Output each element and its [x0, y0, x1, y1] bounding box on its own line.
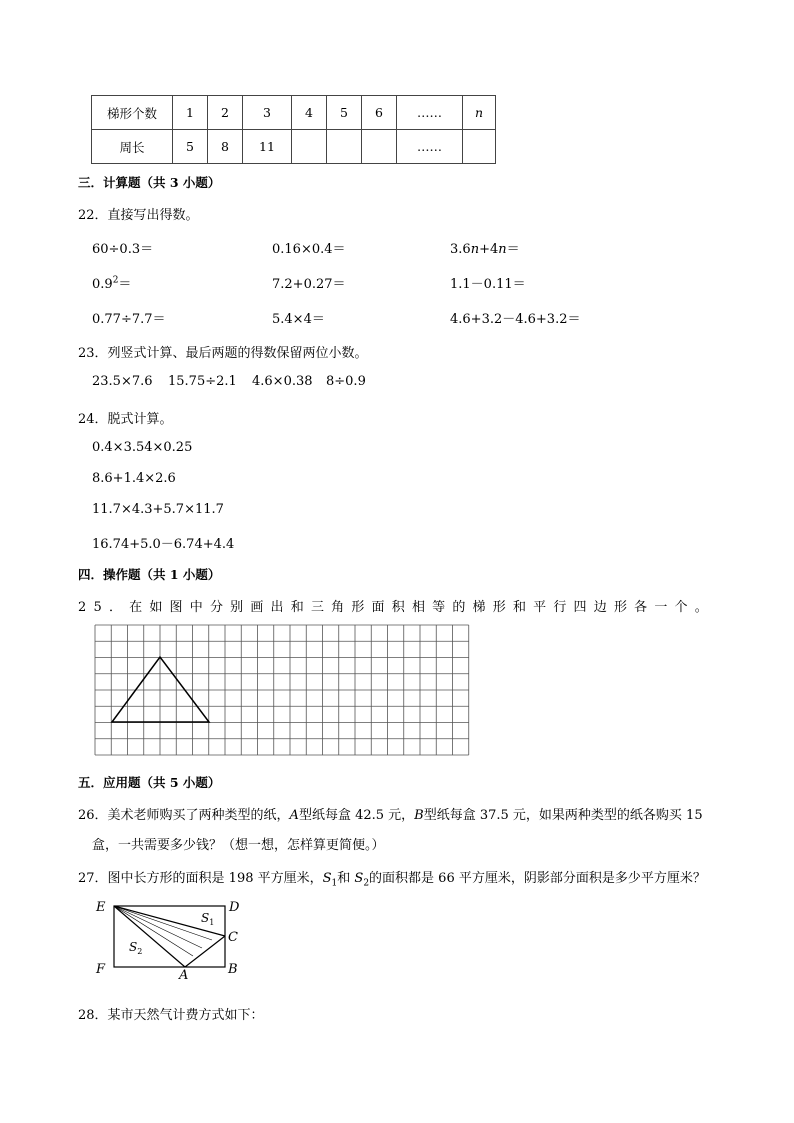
expression: 16.74+5.0－6.74+4.4	[92, 537, 235, 552]
question-line: 26．美术老师购买了两种类型的纸，A型纸每盒 42.5 元，B型纸每盒 37.5 元，如果两种类型的纸各购买 15	[78, 808, 703, 823]
label-f: F	[96, 962, 106, 977]
table-cell: 2	[208, 96, 243, 130]
expression: 7.2+0.27＝	[272, 277, 346, 292]
table-cell: 4	[292, 96, 327, 130]
table-cell	[463, 130, 496, 164]
table-cell	[362, 130, 397, 164]
question-prompt: 23．列竖式计算、最后两题的得数保留两位小数。	[78, 346, 368, 361]
table-cell: 5	[327, 96, 362, 130]
table-cell: 梯形个数	[92, 96, 173, 130]
expression: 4.6+3.2－4.6+3.2＝	[450, 312, 581, 327]
table-row	[92, 130, 496, 164]
expression: 8.6+1.4×2.6	[92, 471, 176, 486]
label-b: B	[228, 962, 238, 977]
table-cell	[327, 130, 362, 164]
label-d: D	[229, 900, 240, 915]
expression: 3.6n+4n＝	[450, 242, 520, 257]
section-heading: 三．计算题（共 3 小题）	[78, 175, 221, 190]
table-cell: 3	[243, 96, 292, 130]
table-cell: 6	[362, 96, 397, 130]
label-s1: $S_1$	[201, 911, 215, 927]
table-cell: 5	[173, 130, 208, 164]
question-prompt: 28．某市天然气计费方式如下：	[78, 1008, 264, 1023]
question-prompt: 22．直接写出得数。	[78, 208, 199, 223]
expression: 0.16×0.4＝	[272, 242, 346, 257]
expression: 8÷0.9	[326, 374, 366, 389]
label-c: C	[228, 930, 238, 945]
rectangle-figure	[92, 896, 252, 982]
triangle-shape	[112, 657, 209, 722]
expression: 1.1－0.11＝	[450, 277, 526, 292]
expression: 23.5×7.6	[92, 374, 153, 389]
label-e: E	[96, 900, 106, 915]
question-prompt: 24．脱式计算。	[78, 412, 173, 427]
expression: 4.6×0.38	[252, 374, 313, 389]
section-heading: 四．操作题（共 1 小题）	[78, 567, 221, 582]
table-cell: 8	[208, 130, 243, 164]
label-s2: $S_2$	[129, 940, 143, 956]
sequence-table	[91, 95, 496, 164]
table-cell: 11	[243, 130, 292, 164]
expression: 0.4×3.54×0.25	[92, 440, 193, 455]
table-cell: ……	[397, 96, 463, 130]
section-heading: 五．应用题（共 5 小题）	[78, 775, 221, 790]
question-prompt: 25．在如图中分别画出和三角形面积相等的梯形和平行四边形各一个。	[78, 600, 715, 615]
grid-figure	[94, 624, 476, 758]
label-a: A	[179, 968, 189, 982]
table-row	[92, 96, 496, 130]
expression: 60÷0.3＝	[92, 242, 154, 257]
expression: $0.9^2=$	[92, 275, 132, 292]
expression: 11.7×4.3+5.7×11.7	[92, 502, 224, 517]
table-cell: 周长	[92, 130, 173, 164]
table-cell: n	[463, 96, 496, 130]
table-cell: 1	[173, 96, 208, 130]
table-cell: ……	[397, 130, 463, 164]
expression: 0.77÷7.7＝	[92, 312, 166, 327]
expression: 15.75÷2.1	[168, 374, 237, 389]
question-line: 盒，一共需要多少钱？（想一想，怎样算更简便。）	[92, 838, 385, 853]
table-cell	[292, 130, 327, 164]
question-line: 27．图中长方形的面积是 198 平方厘米，$S_1$和 $S_2$的面积都是 66 平方厘米，阴影部分面积是多少平方厘米？	[78, 871, 706, 889]
expression: 5.4×4＝	[272, 312, 325, 327]
